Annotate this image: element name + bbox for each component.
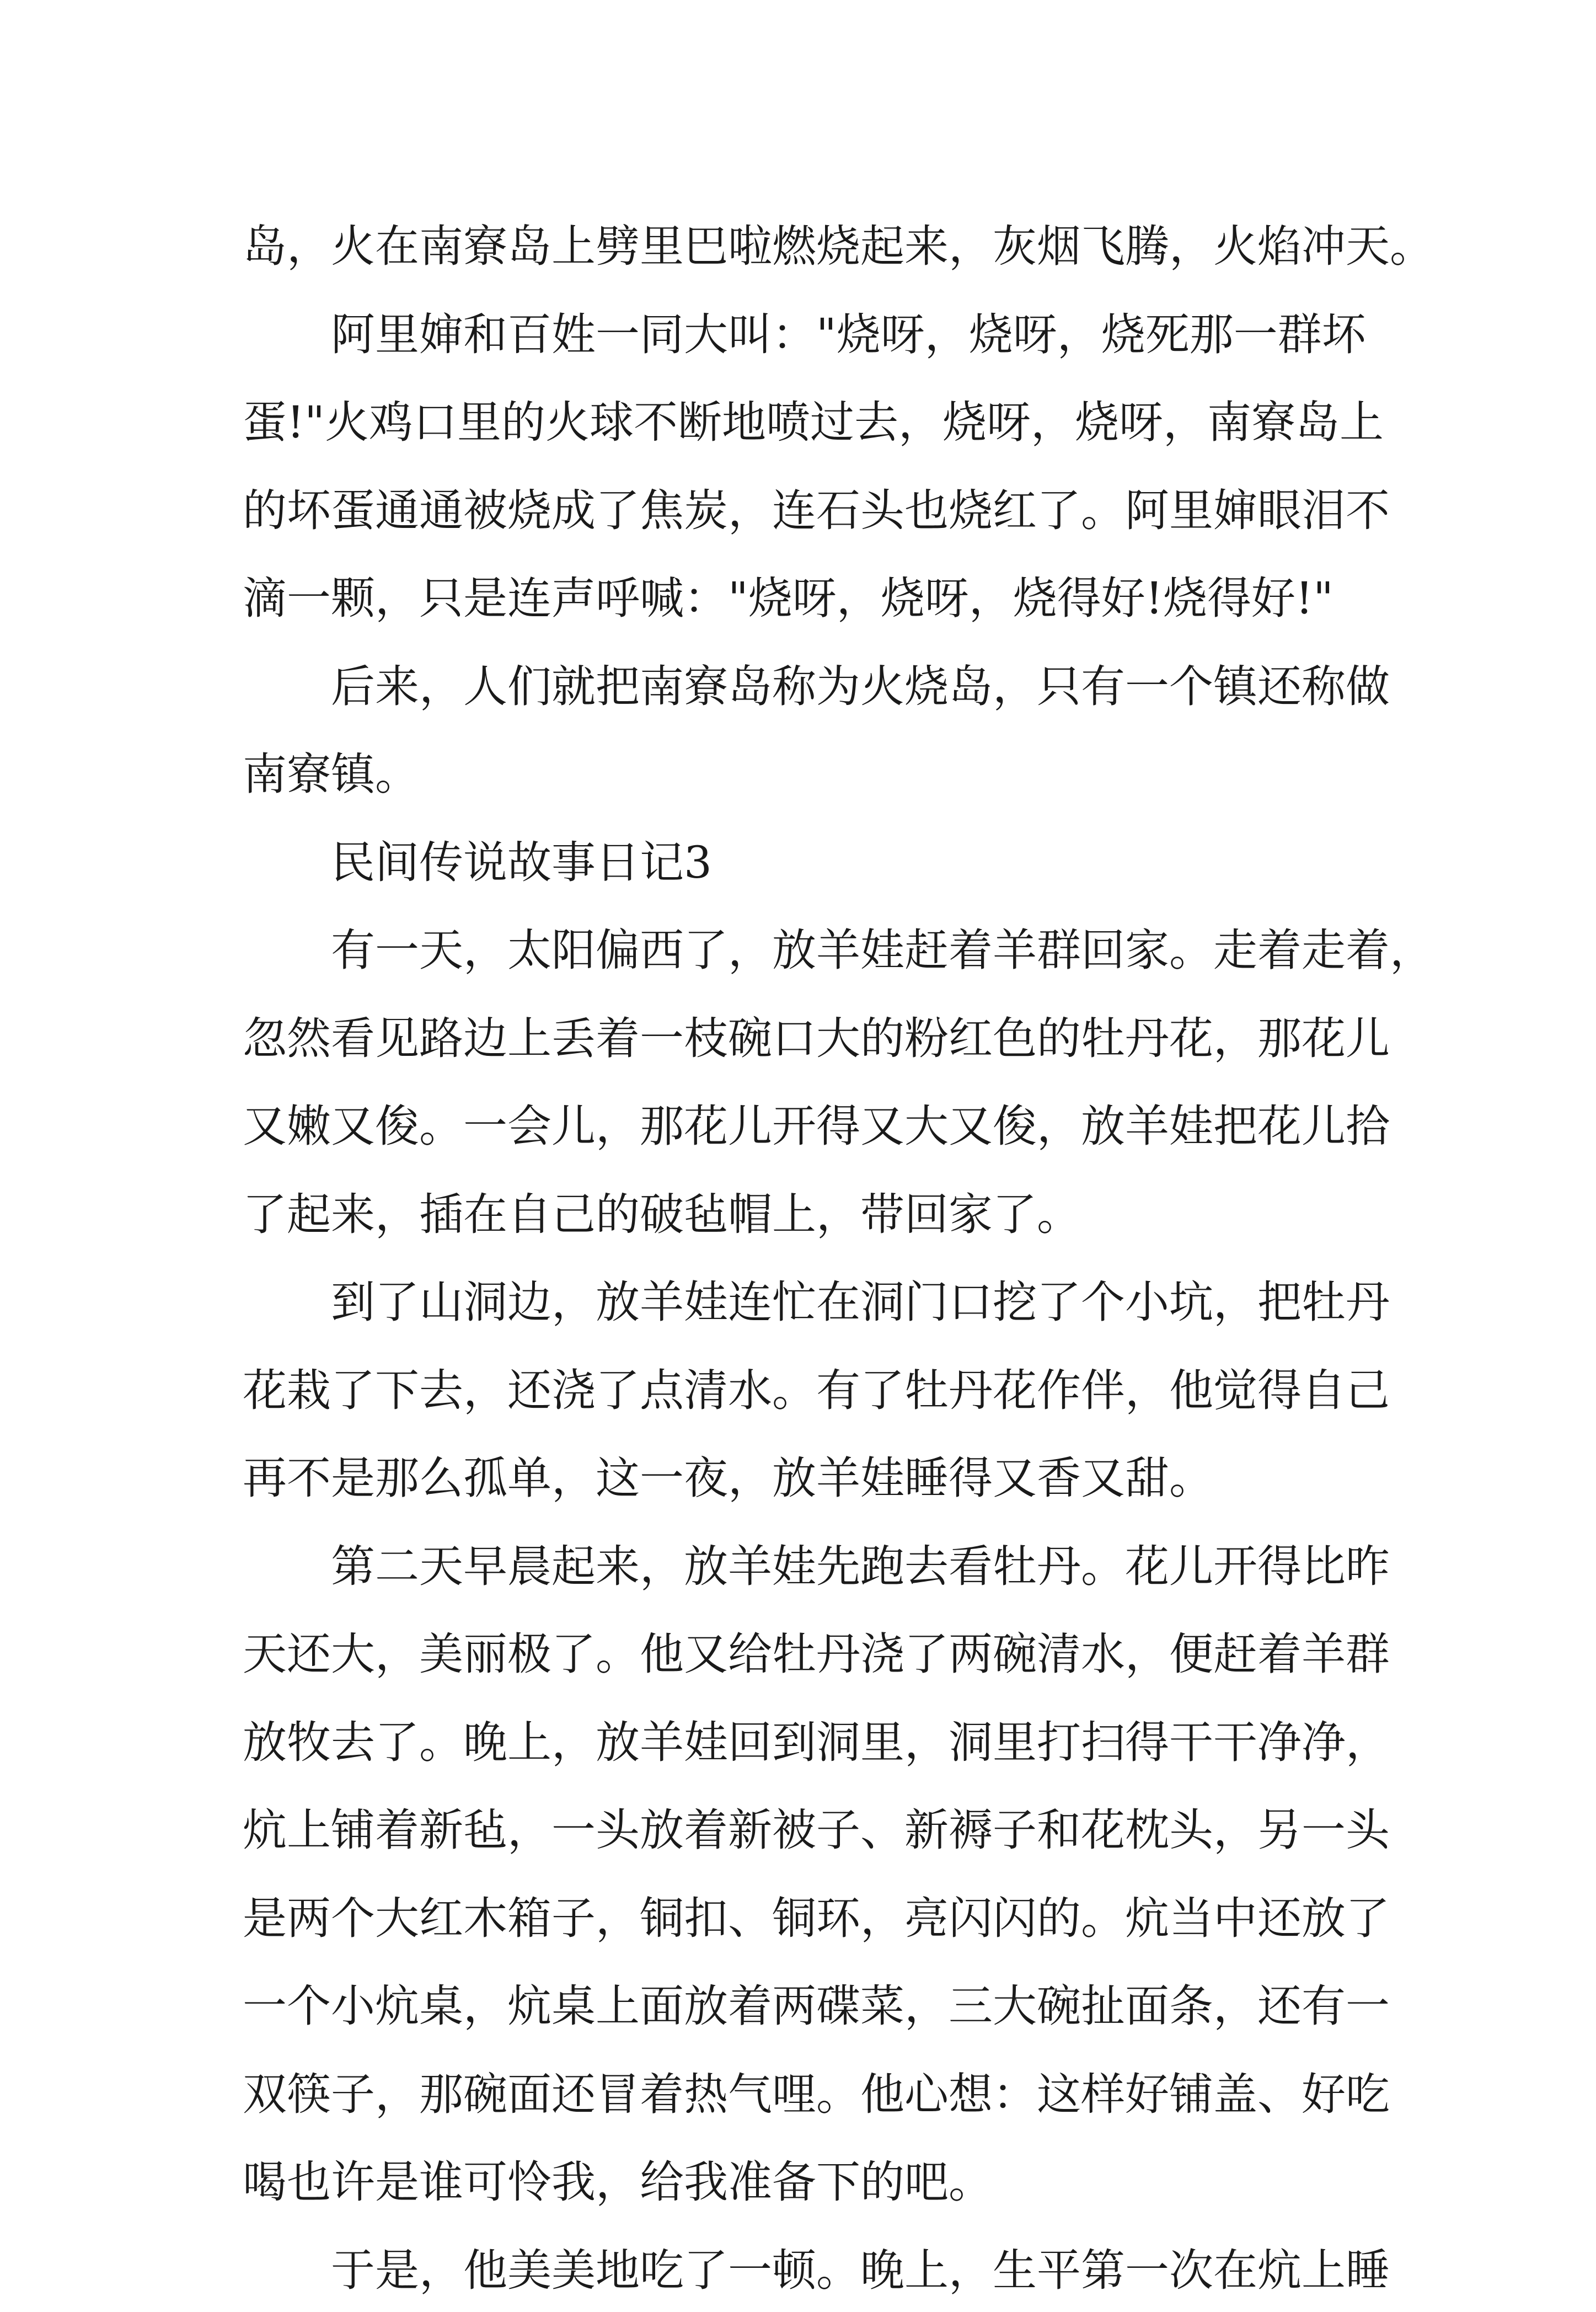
section-heading: 民间传说故事日记3 bbox=[331, 837, 712, 888]
text-line: 天还大，美丽极了。他又给牡丹浇了两碗清水，便赶着羊群 bbox=[243, 1628, 1390, 1680]
text-line: 双筷子，那碗面还冒着热气哩。他心想：这样好铺盖、好吃 bbox=[243, 2069, 1390, 2120]
text-line: 了起来，插在自己的破毡帽上，带回家了。 bbox=[243, 1189, 1081, 1240]
text-line: 阿里婶和百姓一同大叫："烧呀，烧呀，烧死那一群坏 bbox=[331, 309, 1366, 360]
text-line: 再不是那么孤单，这一夜，放羊娃睡得又香又甜。 bbox=[243, 1453, 1213, 1504]
text-line: 放牧去了。晚上，放羊娃回到洞里，洞里打扫得干干净净， bbox=[243, 1717, 1390, 1768]
text-line: 蛋!"火鸡口里的火球不断地喷过去，烧呀，烧呀，南寮岛上 bbox=[243, 397, 1384, 448]
text-line: 于是，他美美地吃了一顿。晚上，生平第一次在炕上睡 bbox=[331, 2245, 1390, 2296]
text-line: 喝也许是谁可怜我，给我准备下的吧。 bbox=[243, 2156, 993, 2208]
text-line: 忽然看见路边上丢着一枝碗口大的粉红色的牡丹花，那花儿 bbox=[243, 1013, 1390, 1064]
text-line: 后来，人们就把南寮岛称为火烧岛，只有一个镇还称做 bbox=[331, 661, 1390, 712]
text-line: 是两个大红木箱子，铜扣、铜环，亮闪闪的。炕当中还放了 bbox=[243, 1893, 1390, 1944]
text-line: 炕上铺着新毡，一头放着新被子、新褥子和花枕头，另一头 bbox=[243, 1804, 1390, 1856]
text-line: 有一天，太阳偏西了，放羊娃赶着羊群回家。走着走着， bbox=[331, 925, 1434, 976]
text-line: 南寮镇。 bbox=[243, 749, 419, 800]
text-line: 一个小炕桌，炕桌上面放着两碟菜，三大碗扯面条，还有一 bbox=[243, 1980, 1390, 2032]
text-line: 又嫩又俊。一会儿，那花儿开得又大又俊，放羊娃把花儿拾 bbox=[243, 1101, 1390, 1152]
text-line: 的坏蛋通通被烧成了焦炭，连石头也烧红了。阿里婶眼泪不 bbox=[243, 485, 1390, 536]
text-line: 花栽了下去，还浇了点清水。有了牡丹花作伴，他觉得自己 bbox=[243, 1365, 1390, 1416]
text-line: 到了山洞边，放羊娃连忙在洞门口挖了个小坑，把牡丹 bbox=[331, 1277, 1390, 1328]
text-line: 第二天早晨起来，放羊娃先跑去看牡丹。花儿开得比昨 bbox=[331, 1541, 1390, 1592]
text-line: 滴一颗，只是连声呼喊："烧呀，烧呀，烧得好!烧得好!" bbox=[243, 573, 1333, 624]
text-line: 岛，火在南寮岛上劈里巴啦燃烧起来，灰烟飞腾，火焰冲天。 bbox=[243, 221, 1434, 272]
